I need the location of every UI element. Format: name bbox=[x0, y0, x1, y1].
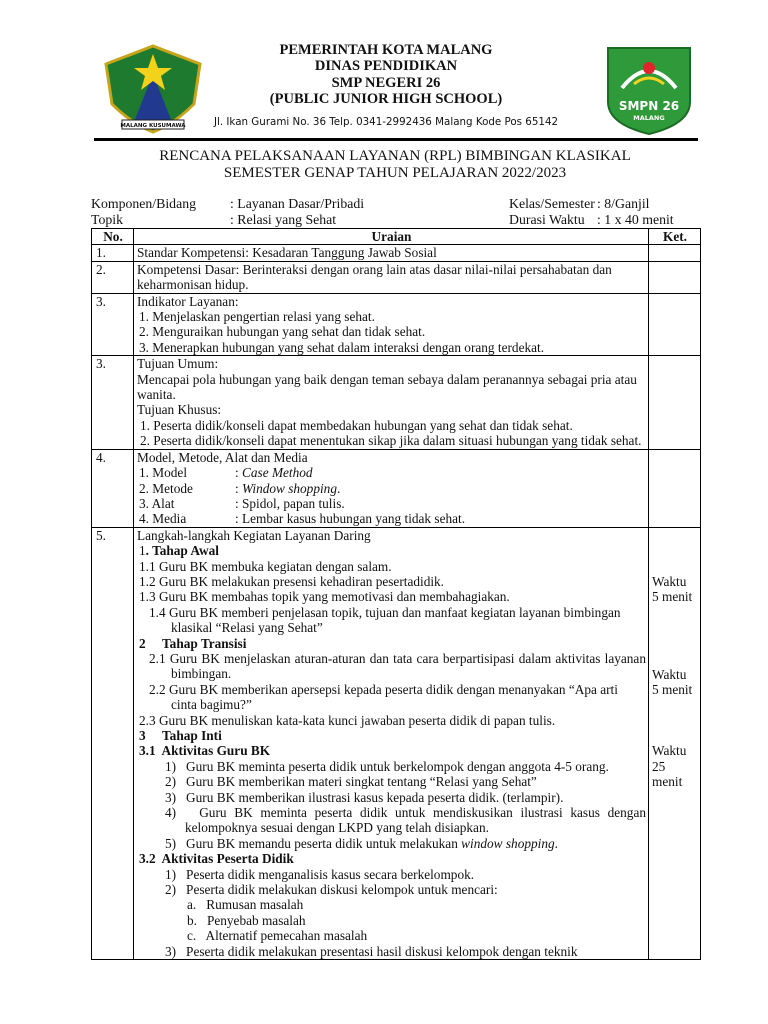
table-row bbox=[92, 449, 701, 527]
tahap-transisi-title: 2 Tahap Transisi bbox=[139, 635, 247, 651]
logo-left-text: MALANG KUSUMAWA bbox=[120, 123, 186, 129]
media-value: : Lembar kasus hubungan yang tidak sehat. bbox=[235, 511, 466, 527]
list-item: 1.1 Guru BK membuka kegiatan dengan salam. bbox=[139, 558, 392, 574]
list-item bbox=[137, 511, 646, 526]
title-line-1: RENCANA PELAKSANAAN LAYANAN (RPL) BIMBINGAN KLASIKAL bbox=[159, 148, 631, 164]
table-row bbox=[92, 293, 701, 356]
list-item: 1.2 Guru BK melakukan presensi kehadiran pesertadidik. bbox=[139, 573, 445, 589]
list-item: a. Rumusan masalah bbox=[187, 897, 304, 913]
list-item bbox=[137, 496, 646, 511]
row-number: 4. bbox=[92, 449, 134, 527]
row-number: 3. bbox=[92, 293, 134, 356]
row-ket bbox=[649, 449, 701, 527]
list-item: b. Penyebab masalah bbox=[187, 912, 306, 928]
list-item: 2.2 Guru BK memberikan apersepsi kepada peserta didik dengan menanyakan “Apa arti cinta bagimu?” bbox=[149, 681, 618, 713]
ket-note: Waktu bbox=[652, 743, 687, 759]
school-address: Jl. Ikan Gurami No. 36 Telp. 0341-2992436 Malang Kode Pos 65142 bbox=[213, 116, 559, 128]
komponen-label: Komponen/Bidang bbox=[91, 196, 196, 211]
list-item: 2.3 Guru BK menuliskan kata-kata kunci jawaban peserta didik di papan tulis. bbox=[139, 712, 556, 728]
model-value: Case Method bbox=[242, 465, 313, 481]
tujuan-umum-title: Tujuan Umum: bbox=[137, 356, 219, 372]
list-item: 3) Peserta didik melakukan presentasi hasil diskusi kelompok dengan teknik bbox=[165, 943, 578, 959]
ket-note: 25 bbox=[652, 758, 666, 774]
standar-kompetensi: Standar Kompetensi: Kesadaran Tanggung Jawab Sosial bbox=[134, 245, 649, 261]
title-line-2: SEMESTER GENAP TAHUN PELAJARAN 2022/2023 bbox=[223, 165, 567, 181]
list-item: 2) Peserta didik melakukan diskusi kelompok untuk mencari: bbox=[165, 882, 498, 898]
aktivitas-guru-title: 3.1 Aktivitas Guru BK bbox=[139, 743, 271, 759]
list-item: 2) Guru BK memberikan materi singkat tentang “Relasi yang Sehat” bbox=[165, 774, 537, 790]
ket-note: menit bbox=[652, 774, 683, 790]
list-item: 1) Guru BK meminta peserta didik untuk berkelompok dengan anggota 4-5 orang. bbox=[165, 758, 609, 774]
list-item: 2.1 Guru BK menjelaskan aturan-aturan dan tata cara berpartisipasi dalam aktivitas layanan bimbingan. bbox=[149, 650, 646, 682]
list-item: 2. Peserta didik/konseli dapat menentukan sikap jika dalam situasi hubungan yang tidak sehat. bbox=[140, 433, 642, 449]
row-ket bbox=[649, 261, 701, 293]
list-item: 1.3 Guru BK membahas topik yang memotivasi dan membahagiakan. bbox=[139, 589, 510, 605]
ket-note: 5 menit bbox=[652, 681, 693, 697]
metode-value: Window shopping bbox=[242, 480, 337, 496]
letterhead bbox=[0, 0, 768, 140]
smpn26-school-logo-icon bbox=[604, 44, 694, 136]
row-number: 3. bbox=[92, 356, 134, 449]
table-row bbox=[92, 261, 701, 293]
row-ket bbox=[649, 245, 701, 261]
row-number: 1. bbox=[92, 245, 134, 261]
topik-value: : Relasi yang Sehat bbox=[230, 212, 337, 227]
tahap-inti-title: 3 Tahap Inti bbox=[139, 728, 222, 743]
logo-right-subtext: MALANG bbox=[633, 114, 665, 122]
alat-key: 3. Alat bbox=[139, 495, 175, 511]
indikator-title: Indikator Layanan: bbox=[137, 293, 239, 309]
header-line-4: (PUBLIC JUNIOR HIGH SCHOOL) bbox=[269, 90, 503, 107]
document-title bbox=[90, 148, 700, 182]
alat-value: : Spidol, papan tulis. bbox=[235, 495, 345, 511]
table-row bbox=[92, 245, 701, 261]
header-uraian: Uraian bbox=[134, 229, 649, 245]
durasi-value: : 1 x 40 menit bbox=[597, 212, 674, 227]
durasi-label: Durasi Waktu bbox=[509, 212, 585, 227]
list-item: 1. Peserta didik/konseli dapat membedakan hubungan yang sehat dan tidak sehat. bbox=[140, 417, 573, 433]
ket-note: Waktu bbox=[652, 666, 687, 682]
model-title: Model, Metode, Alat dan Media bbox=[137, 449, 308, 465]
aktivitas-peserta-title: 3.2 Aktivitas Peserta Didik bbox=[139, 851, 294, 867]
tahap-awal-title: 1. Tahap Awal bbox=[139, 543, 219, 559]
header-divider bbox=[94, 138, 698, 141]
rpl-table bbox=[91, 228, 701, 960]
tujuan-umum-text: Mencapai pola hubungan yang baik dengan teman sebaya dalam peranannya sebagai pria atau wanita. bbox=[137, 371, 637, 403]
langkah-title: Langkah-langkah Kegiatan Layanan Daring bbox=[137, 527, 371, 543]
list-item: 5) Guru BK memandu peserta didik untuk melakukan window shopping. bbox=[165, 835, 558, 851]
kompetensi-dasar: Kompetensi Dasar: Berinteraksi dengan orang lain atas dasar nilai-nilai persahabatan dan keharmonisan hidup. bbox=[134, 261, 649, 293]
model-key: 1. Model bbox=[139, 465, 188, 481]
list-item: c. Alternatif pemecahan masalah bbox=[187, 928, 368, 944]
table-header-row bbox=[92, 229, 701, 245]
table-row bbox=[92, 527, 701, 959]
ket-note: Waktu bbox=[652, 573, 687, 589]
metode-key: 2. Metode bbox=[139, 480, 193, 496]
header-ket: Ket. bbox=[649, 229, 701, 245]
list-item: 1) Peserta didik menganalisis kasus secara berkelompok. bbox=[165, 866, 475, 882]
row-ket bbox=[649, 527, 701, 959]
header-line-2: DINAS PENDIDIKAN bbox=[314, 58, 458, 75]
list-item: 1.4 Guru BK memberi penjelasan topik, tujuan dan manfaat kegiatan layanan bimbingan klasikal “Relasi yang Sehat” bbox=[149, 604, 621, 636]
row-number: 2. bbox=[92, 261, 134, 293]
komponen-value: : Layanan Dasar/Pribadi bbox=[230, 196, 365, 211]
row-ket bbox=[649, 356, 701, 449]
tujuan-khusus-title: Tujuan Khusus: bbox=[137, 402, 222, 418]
media-key: 4. Media bbox=[139, 511, 187, 527]
list-item: 2. Menguraikan hubungan yang sehat dan tidak sehat. bbox=[139, 324, 426, 340]
topik-label: Topik bbox=[91, 212, 123, 227]
list-item: 1. Model : Case Method bbox=[139, 465, 313, 481]
row-number: 5. bbox=[92, 527, 134, 959]
kelas-value: : 8/Ganjil bbox=[597, 196, 650, 211]
row-ket bbox=[649, 293, 701, 356]
list-item: 3. Menerapkan hubungan yang sehat dalam interaksi dengan orang terdekat. bbox=[139, 339, 545, 355]
header-no: No. bbox=[92, 229, 134, 245]
list-item: 1. Menjelaskan pengertian relasi yang sehat. bbox=[139, 309, 375, 325]
indikator-layanan bbox=[134, 293, 649, 356]
ket-note: 5 menit bbox=[652, 589, 693, 605]
header-line-1: PEMERINTAH KOTA MALANG bbox=[279, 42, 493, 58]
logo-right-text: SMPN 26 bbox=[618, 99, 680, 113]
table-row bbox=[92, 356, 701, 449]
model-metode bbox=[134, 449, 649, 527]
header-line-3: SMP NEGERI 26 bbox=[331, 74, 441, 91]
malang-city-emblem-icon bbox=[104, 44, 202, 134]
list-item: 4) Guru BK meminta peserta didik untuk mendiskusikan ilustrasi kasus dengan kelompoknya sesuai dengan LKPD yang telah disiapkan. bbox=[165, 805, 650, 836]
list-item: 2. Metode : Window shopping. bbox=[139, 480, 341, 496]
list-item: 3) Guru BK memberikan ilustrasi kasus kepada peserta didik. (terlampir). bbox=[165, 789, 564, 805]
institution-header bbox=[200, 42, 572, 107]
kelas-label: Kelas/Semester bbox=[509, 196, 595, 211]
tujuan bbox=[134, 356, 649, 449]
langkah-kegiatan bbox=[134, 527, 649, 959]
